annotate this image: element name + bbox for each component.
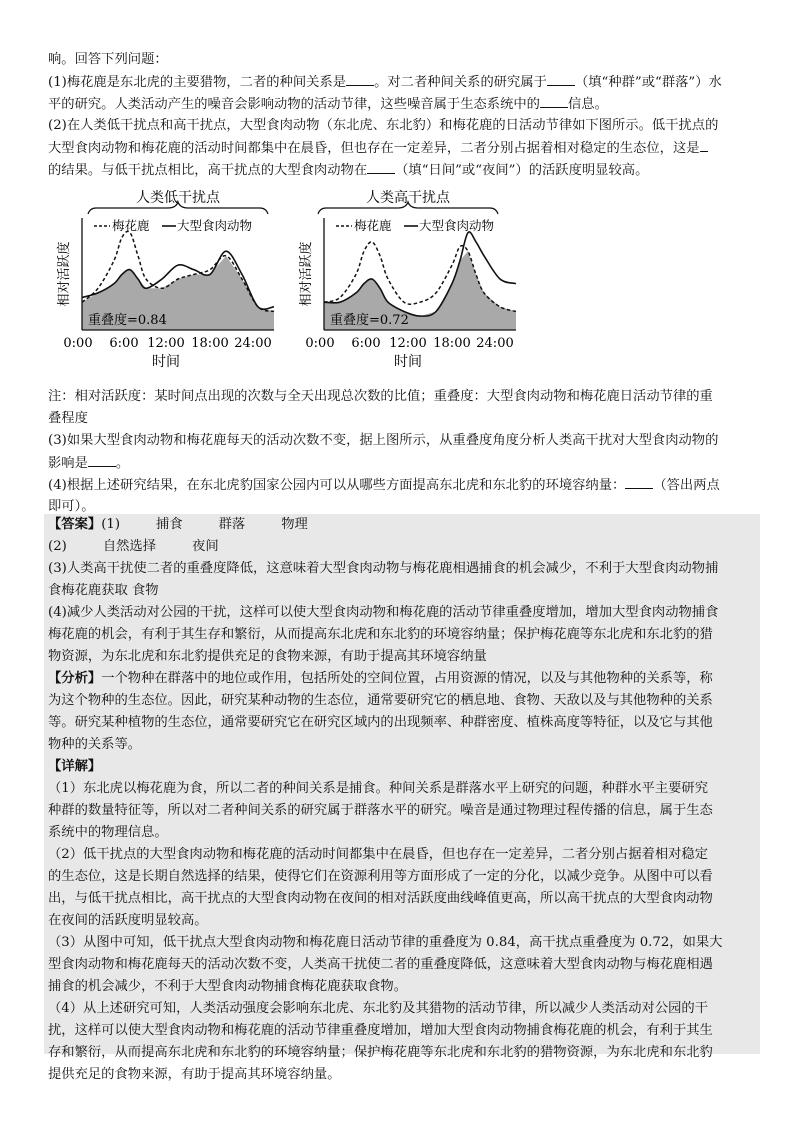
q1-e: 信息。 bbox=[567, 97, 608, 112]
legend-label: 梅花鹿 bbox=[112, 218, 150, 233]
detail-4-line-1: （4）从上述研究可知，人类活动强度会影响东北虎、东北豹及其猎物的活动节律，所以减少人类活动对公园的干 bbox=[48, 1001, 709, 1016]
x-tick-label: 12:00 bbox=[389, 336, 427, 351]
x-tick-label: 6:00 bbox=[109, 336, 139, 351]
detail-1-line-3: 系统中的物理信息。 bbox=[48, 825, 168, 840]
answer-value: 夜间 bbox=[192, 539, 219, 554]
answer-num: (1) bbox=[101, 517, 121, 532]
note-line-2: 叠程度 bbox=[48, 411, 88, 426]
x-axis-label: 时间 bbox=[394, 354, 422, 370]
x-tick-label: 0:00 bbox=[305, 336, 335, 351]
detail-2-line-3: 出，与低干扰点相比，高干扰点的大型食肉动物在夜间的相对活跃度曲线峰值更高，所以高干扰点的大型食肉动物 bbox=[48, 891, 713, 906]
blank bbox=[367, 159, 395, 174]
detail-3-line-1: （3）从图中可知，低干扰点大型食肉动物和梅花鹿日活动节律的重叠度为 0.84，高干扰点重叠度为 0.72，如果大 bbox=[48, 935, 723, 950]
x-tick-label: 6:00 bbox=[351, 336, 381, 351]
detail-2-line-1: （2）低干扰点的大型食肉动物和梅花鹿的活动时间都集中在晨昏，但也存在一定差异，二者分别占据着相对稳定 bbox=[48, 847, 709, 862]
q4-l1b: （答出两点 bbox=[653, 478, 720, 493]
detail-2-line-4: 在夜间的活跃度明显较高。 bbox=[48, 913, 208, 928]
answer-line-1 bbox=[48, 514, 760, 536]
chart-title: 人类高干扰点 bbox=[366, 190, 450, 206]
answer-4-line-1: (4)减少人类活动对公园的干扰，这样可以使大型食肉动物和梅花鹿的活动节律重叠度增加，增加大型食肉动物捕食 bbox=[48, 605, 719, 620]
answer-tag: 【答案】 bbox=[48, 517, 102, 532]
answer-4-line-2: 梅花鹿的机会，有利于其生存和繁衍，从而提高东北虎和东北豹的环境容纳量；保护梅花鹿等东北虎和东北豹的猎 bbox=[48, 627, 713, 642]
legend-label: 大型食肉动物 bbox=[419, 218, 495, 233]
answer-3-line-2: 食梅花鹿获取 食物 bbox=[48, 583, 159, 598]
question-2-line-1: (2)在人类低干扰点和高干扰点，大型食肉动物（东北虎、东北豹）和梅花鹿的日活动节律如下图所示。低干扰点的 bbox=[48, 118, 719, 133]
detail-3-line-3: 捕食的机会减少，不利于大型食肉动物捕食梅花鹿获取食物。 bbox=[48, 979, 408, 994]
x-tick-label: 18:00 bbox=[433, 336, 471, 351]
analysis-line-3: 等。研究某种植物的生态位，通常要研究它在研究区域内的出现频率、种群密度、植株高度等特征，以及它与其他 bbox=[48, 715, 713, 730]
detail-4-line-3: 存和繁衍，从而提高东北虎和东北豹的环境容纳量；保护梅花鹿等东北虎和东北豹的猎物资源，为东北虎和东北豹 bbox=[48, 1045, 713, 1060]
detail-tag: 【详解】 bbox=[48, 759, 102, 774]
y-axis-label: 相对活跃度 bbox=[299, 241, 314, 307]
question-2-line-3 bbox=[48, 159, 760, 182]
analysis-line-2: 为这个物种的生态位。因此，研究某种动物的生态位，通常要研究它的栖息地、食物、天敌以及与其他物种的关系 bbox=[48, 693, 713, 708]
analysis-tag: 【分析】 bbox=[48, 671, 102, 686]
blank bbox=[540, 93, 568, 108]
detail-4-line-4: 提供充足的食物来源，有助于提高其环境容纳量。 bbox=[48, 1067, 341, 1082]
q3-l2a: 影响是 bbox=[48, 456, 88, 471]
chart-title: 人类低干扰点 bbox=[136, 190, 220, 206]
x-tick-label: 24:00 bbox=[476, 336, 514, 351]
answer-3-line-1: (3)人类高干扰使二者的重叠度降低，这意味着大型食肉动物与梅花鹿相遇捕食的机会减少，不利于大型食肉动物捕 bbox=[48, 561, 719, 576]
q1-b: 。对二者种间关系的研究属于 bbox=[374, 75, 547, 90]
x-tick-label: 24:00 bbox=[234, 336, 272, 351]
detail-3-line-2: 型食肉动物和梅花鹿每天的活动次数不变，人类高干扰使二者的重叠度降低，这意味着大型食肉动物与梅花鹿相遇 bbox=[48, 957, 713, 972]
q3-l2b: 。 bbox=[115, 456, 130, 471]
detail-1-line-2: 种群的数量特征等，所以对二者种间关系的研究属于群落水平的研究。噪音是通过物理过程传播的信息，属于生态 bbox=[48, 803, 713, 818]
answer-num: (2) bbox=[48, 539, 67, 554]
detail-2-line-2: 的生态位，这是长期自然选择的结果，使得它们在资源利用等方面形成了一定的分化，以减少竞争。从图中可以看 bbox=[48, 869, 713, 884]
overlap-annotation: 重叠度=0.84 bbox=[88, 313, 167, 328]
blank bbox=[88, 452, 116, 467]
q1-a: (1)梅花鹿是东北虎的主要猎物，二者的种间关系是 bbox=[48, 75, 347, 90]
question-1-line-1 bbox=[48, 71, 760, 94]
analysis-line-1 bbox=[48, 668, 760, 690]
detail-1-line-1: （1）东北虎以梅花鹿为食，所以二者的种间关系是捕食。种间关系是群落水平上研究的问题，种群水平主要研究 bbox=[48, 781, 709, 796]
answer-line-2 bbox=[48, 536, 760, 558]
answer-value: 群落 bbox=[218, 517, 246, 532]
x-tick-label: 12:00 bbox=[147, 336, 185, 351]
question-3-line-2 bbox=[48, 452, 760, 475]
q2-l3b: （填“日间”或“夜间”）的活跃度明显较高。 bbox=[395, 163, 649, 178]
chart-low-disturbance bbox=[56, 188, 296, 370]
question-1-line-2 bbox=[48, 93, 760, 116]
blank bbox=[625, 474, 653, 489]
detail-4-line-2: 扰，这样可以使大型食肉动物和梅花鹿的活动节律重叠度增加，增加大型食肉动物捕食梅花鹿的机会，有利于其生 bbox=[48, 1023, 713, 1038]
q1-d: 平的研究。人类活动产生的噪音会影响动物的活动节律，这些噪音属于生态系统中的 bbox=[48, 97, 540, 112]
question-4-line-1 bbox=[48, 474, 760, 497]
legend-label: 大型食肉动物 bbox=[177, 218, 253, 233]
question-2-line-2 bbox=[48, 137, 760, 160]
answer-value: 自然选择 bbox=[102, 539, 157, 554]
overlap-annotation: 重叠度=0.72 bbox=[330, 313, 409, 328]
note-line-1: 注：相对活跃度：某时间点出现的次数与全天出现总次数的比值；重叠度：大型食肉动物和梅花鹿日活动节律的重 bbox=[48, 389, 713, 404]
answer-4-line-3: 物资源，为东北虎和东北豹提供充足的食物来源，有助于提高其环境容纳量 bbox=[48, 649, 487, 664]
x-axis-label: 时间 bbox=[152, 354, 180, 370]
q2-l3a: 的结果。与低干扰点相比，高干扰点的大型食肉动物在 bbox=[48, 163, 368, 178]
intro: 响。回答下列问题： bbox=[48, 52, 168, 67]
q2-l2a: 大型食肉动物和梅花鹿的活动时间都集中在晨昏，但也存在一定差异，二者分别占据着相对稳定的生态位，这是 bbox=[48, 141, 700, 156]
detail-tag-line bbox=[48, 756, 760, 778]
y-axis-label: 相对活跃度 bbox=[57, 241, 72, 307]
legend-label: 梅花鹿 bbox=[354, 218, 392, 233]
question-4-line-2: 即可）。 bbox=[48, 499, 95, 514]
analysis-text: 一个物种在群落中的地位或作用，包括所处的空间位置，占用资源的情况，以及与其他物种的关系等，称 bbox=[101, 671, 713, 686]
answer-value: 物理 bbox=[281, 517, 308, 532]
q1-c: （填“种群”或“群落”）水 bbox=[574, 75, 722, 90]
blank bbox=[700, 137, 708, 152]
analysis-line-4: 物种的关系等。 bbox=[48, 737, 142, 752]
q4-l1a: (4)根据上述研究结果，在东北虎豹国家公园内可以从哪些方面提高东北虎和东北豹的环境容纳量： bbox=[48, 478, 626, 493]
blank bbox=[346, 71, 374, 86]
x-tick-label: 0:00 bbox=[63, 336, 93, 351]
chart-high-disturbance bbox=[298, 188, 538, 370]
answer-value: 捕食 bbox=[156, 517, 183, 532]
x-tick-label: 18:00 bbox=[191, 336, 229, 351]
blank bbox=[547, 71, 575, 86]
question-3-line-1: (3)如果大型食肉动物和梅花鹿每天的活动次数不变，据上图所示，从重叠度角度分析人类高干扰对大型食肉动物的 bbox=[48, 433, 719, 448]
